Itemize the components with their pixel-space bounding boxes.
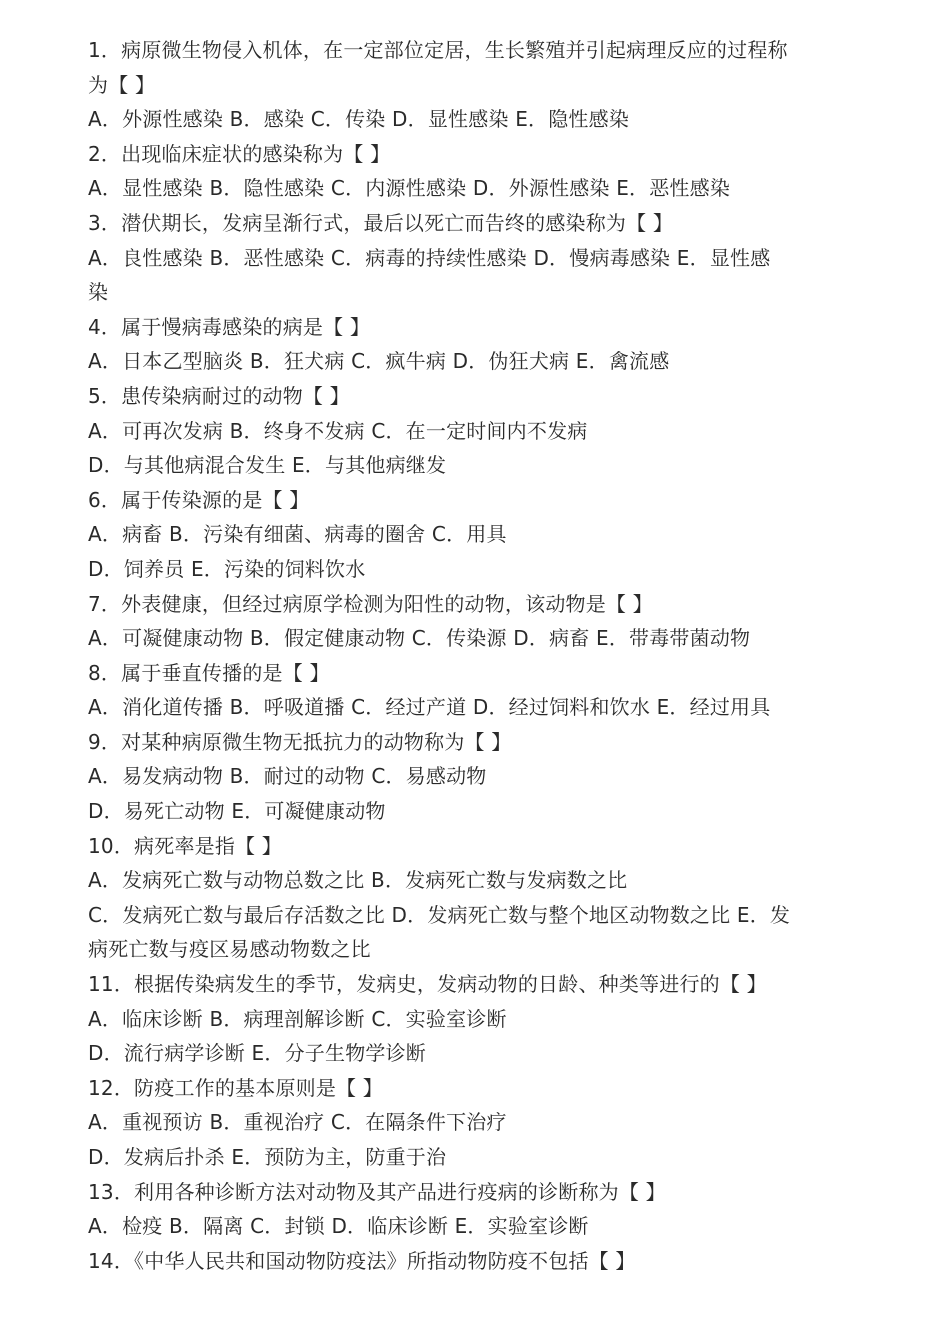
text-line: 5．患传染病耐过的动物【 】 — [88, 383, 350, 408]
text-line: 4．属于慢病毒感染的病是【 】 — [88, 314, 371, 339]
text-line: 染 — [88, 280, 109, 305]
text-line: A．临床诊断 B．病理剖解诊断 C．实验室诊断 — [88, 1006, 507, 1031]
text-line: A．消化道传播 B．呼吸道播 C．经过产道 D．经过饲料和饮水 E．经过用具 — [88, 695, 771, 720]
text-line: 7．外表健康，但经过病原学检测为阳性的动物，该动物是【 】 — [88, 591, 653, 616]
text-line: 10．病死率是指【 】 — [88, 833, 283, 858]
text-line: A．外源性感染 B．感染 C．传染 D．显性感染 E．隐性感染 — [88, 107, 630, 132]
question-list — [88, 33, 858, 1278]
text-line: D．易死亡动物 E．可凝健康动物 — [88, 799, 386, 824]
text-line: D．流行病学诊断 E．分子生物学诊断 — [88, 1041, 426, 1066]
text-line: D．与其他病混合发生 E．与其他病继发 — [88, 453, 447, 478]
text-line: 8．属于垂直传播的是【 】 — [88, 660, 330, 685]
text-line: A．检疫 B．隔离 C．封锁 D．临床诊断 E．实验室诊断 — [88, 1214, 589, 1239]
text-line: 9．对某种病原微生物无抵抗力的动物称为【 】 — [88, 729, 512, 754]
text-line: A．日本乙型脑炎 B．狂犬病 C．疯牛病 D．伪狂犬病 E．禽流感 — [88, 349, 670, 374]
text-line: A．发病死亡数与动物总数之比 B．发病死亡数与发病数之比 — [88, 868, 628, 893]
text-line: C．发病死亡数与最后存活数之比 D．发病死亡数与整个地区动物数之比 E．发 — [88, 902, 791, 927]
text-line: 1．病原微生物侵入机体，在一定部位定居，生长繁殖并引起病理反应的过程称 — [88, 38, 788, 62]
text-line: 11．根据传染病发生的季节，发病史，发病动物的日龄、种类等进行的【 】 — [88, 972, 767, 997]
text-line: D．饲养员 E．污染的饲料饮水 — [88, 556, 366, 581]
text-line: 为【 】 — [88, 72, 156, 97]
text-line: 2．出现临床症状的感染称为【 】 — [88, 141, 391, 166]
text-line: A．可再次发病 B．终身不发病 C．在一定时间内不发病 — [88, 418, 588, 443]
text-line: 病死亡数与疫区易感动物数之比 — [88, 937, 371, 962]
text-line: D．发病后扑杀 E．预防为主，防重于治 — [88, 1145, 447, 1169]
text-line: A．良性感染 B．恶性感染 C．病毒的持续性感染 D．慢病毒感染 E．显性感 — [88, 245, 771, 270]
text-line: A．显性感染 B．隐性感染 C．内源性感染 D．外源性感染 E．恶性感染 — [88, 176, 731, 201]
text-line: A．可凝健康动物 B．假定健康动物 C．传染源 D．病畜 E．带毒带菌动物 — [88, 626, 751, 651]
text-line: A．易发病动物 B．耐过的动物 C．易感动物 — [88, 764, 487, 789]
text-line: 3．潜伏期长，发病呈渐行式，最后以死亡而告终的感染称为【 】 — [88, 210, 674, 235]
text-line: 14．《中华人民共和国动物防疫法》所指动物防疫不包括【 】 — [88, 1248, 636, 1273]
text-line: 12．防疫工作的基本原则是【 】 — [88, 1075, 384, 1100]
text-line: 6．属于传染源的是【 】 — [88, 487, 310, 512]
text-line: A．重视预访 B．重视治疗 C．在隔条件下治疗 — [88, 1110, 507, 1135]
text-line: A．病畜 B．污染有细菌、病毒的圈舍 C．用具 — [88, 522, 507, 547]
text-line: 13．利用各种诊断方法对动物及其产品进行疫病的诊断称为【 】 — [88, 1179, 666, 1204]
